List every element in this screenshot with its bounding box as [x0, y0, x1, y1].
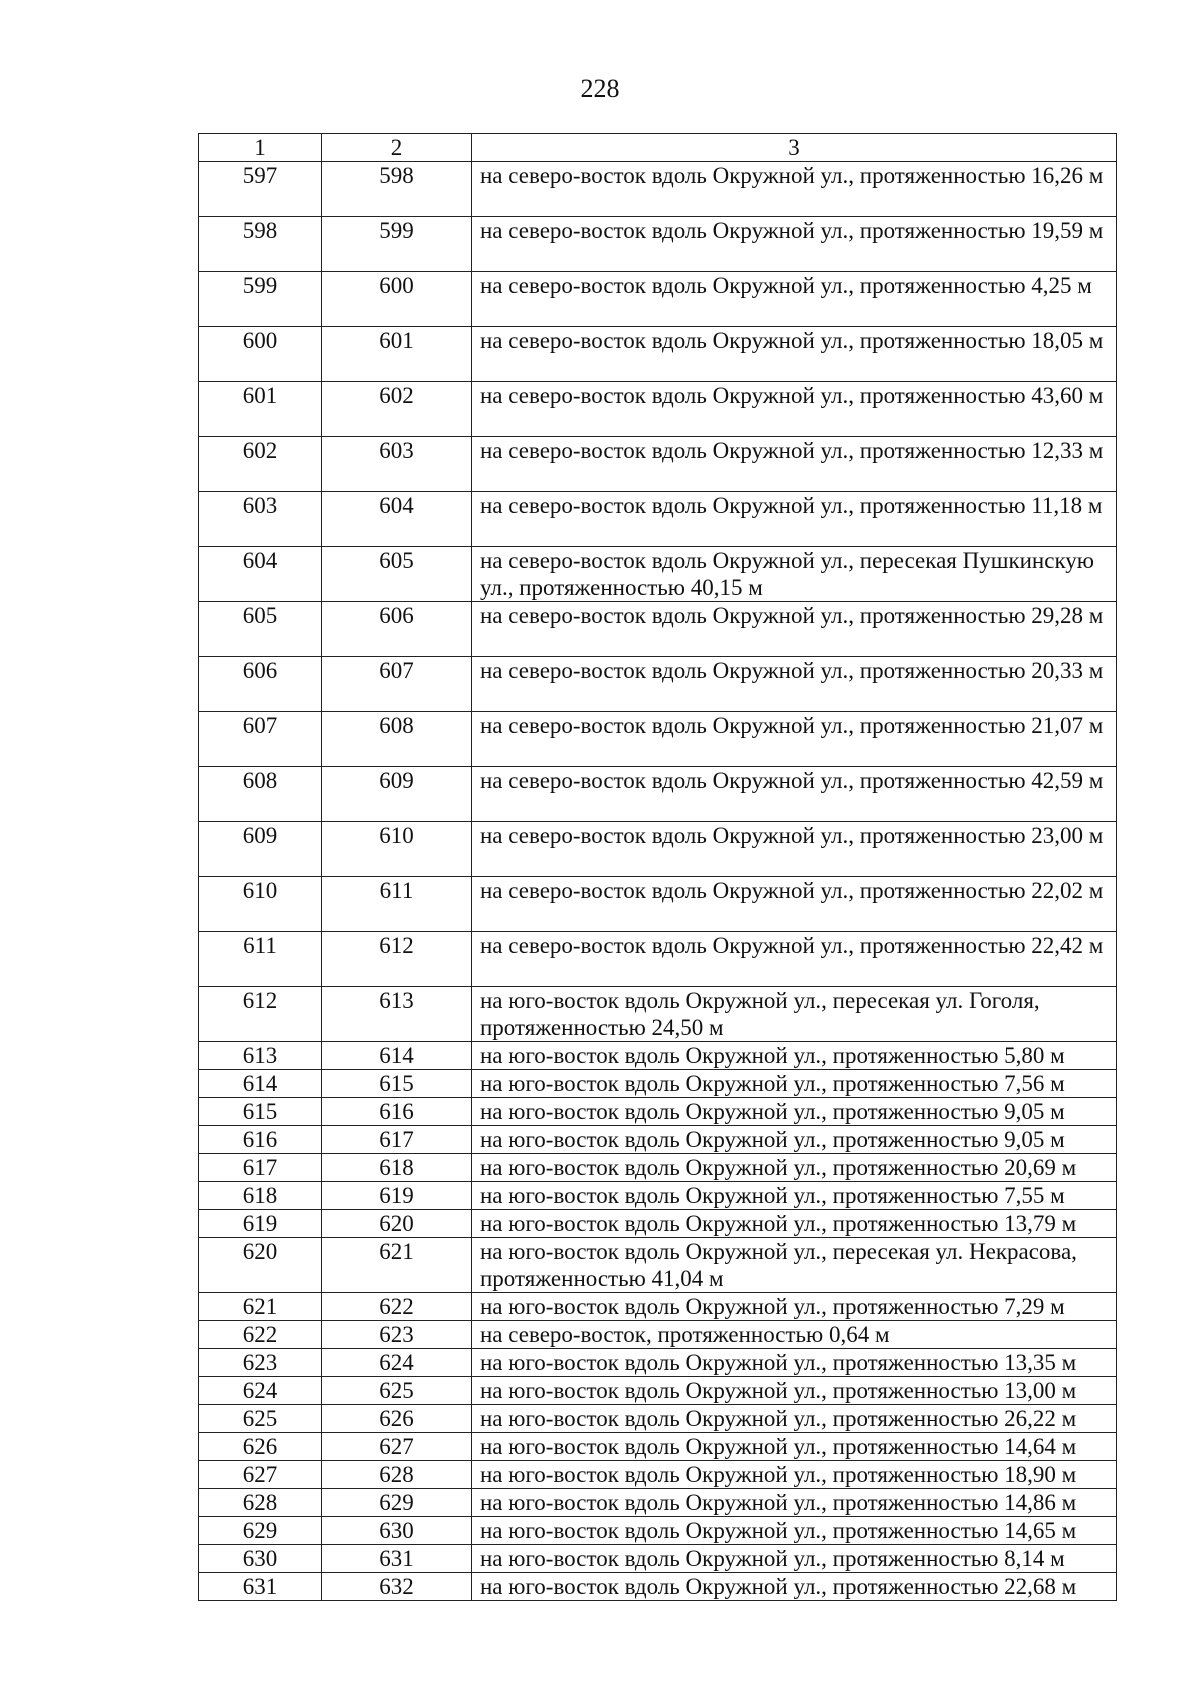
point-from: 615 [199, 1098, 322, 1126]
segment-description: на северо-восток вдоль Окружной ул., протяженностью 4,25 м [472, 272, 1117, 327]
point-from: 618 [199, 1182, 322, 1210]
point-from: 603 [199, 492, 322, 547]
point-to: 620 [322, 1210, 472, 1238]
table-body [199, 134, 1117, 1601]
point-from: 630 [199, 1545, 322, 1573]
table-row [199, 217, 1117, 272]
segment-description: на северо-восток вдоль Окружной ул., протяженностью 23,00 м [472, 822, 1117, 877]
segment-description: на юго-восток вдоль Окружной ул., протяженностью 26,22 м [472, 1405, 1117, 1433]
point-from: 606 [199, 657, 322, 712]
table-row [199, 162, 1117, 217]
table-row [199, 1238, 1117, 1293]
segment-description: на юго-восток вдоль Окружной ул., протяженностью 7,56 м [472, 1070, 1117, 1098]
point-from: 616 [199, 1126, 322, 1154]
segment-description: на северо-восток вдоль Окружной ул., протяженностью 42,59 м [472, 767, 1117, 822]
segment-description: на юго-восток вдоль Окружной ул., протяженностью 14,65 м [472, 1517, 1117, 1545]
point-from: 631 [199, 1573, 322, 1601]
segment-description: на юго-восток вдоль Окружной ул., пересекая ул. Гоголя, протяженностью 24,50 м [472, 987, 1117, 1042]
table-row [199, 1377, 1117, 1405]
table-row [199, 1321, 1117, 1349]
table-row [199, 822, 1117, 877]
point-to: 622 [322, 1293, 472, 1321]
point-to: 627 [322, 1433, 472, 1461]
point-from: 607 [199, 712, 322, 767]
table-row [199, 657, 1117, 712]
point-to: 631 [322, 1545, 472, 1573]
point-from: 612 [199, 987, 322, 1042]
point-to: 603 [322, 437, 472, 492]
point-to: 612 [322, 932, 472, 987]
table-row [199, 1517, 1117, 1545]
table-row [199, 1489, 1117, 1517]
point-to: 630 [322, 1517, 472, 1545]
point-to: 611 [322, 877, 472, 932]
point-from: 622 [199, 1321, 322, 1349]
point-to: 619 [322, 1182, 472, 1210]
point-from: 597 [199, 162, 322, 217]
segment-description: на юго-восток вдоль Окружной ул., протяженностью 9,05 м [472, 1098, 1117, 1126]
point-from: 610 [199, 877, 322, 932]
point-from: 602 [199, 437, 322, 492]
segment-description: на северо-восток, протяженностью 0,64 м [472, 1321, 1117, 1349]
table-row [199, 1545, 1117, 1573]
segment-description: на юго-восток вдоль Окружной ул., протяженностью 18,90 м [472, 1461, 1117, 1489]
point-from: 604 [199, 547, 322, 602]
segment-description: на северо-восток вдоль Окружной ул., протяженностью 22,02 м [472, 877, 1117, 932]
table-row [199, 987, 1117, 1042]
point-from: 623 [199, 1349, 322, 1377]
table-row [199, 1405, 1117, 1433]
table-row [199, 1070, 1117, 1098]
segment-description: на северо-восток вдоль Окружной ул., пересекая Пушкинскую ул., протяженностью 40,15 м [472, 547, 1117, 602]
segment-description: на юго-восток вдоль Окружной ул., протяженностью 7,29 м [472, 1293, 1117, 1321]
point-to: 606 [322, 602, 472, 657]
segment-description: на северо-восток вдоль Окружной ул., протяженностью 18,05 м [472, 327, 1117, 382]
table-row [199, 877, 1117, 932]
point-from: 624 [199, 1377, 322, 1405]
table-row [199, 767, 1117, 822]
point-to: 621 [322, 1238, 472, 1293]
point-from: 613 [199, 1042, 322, 1070]
segment-description: на северо-восток вдоль Окружной ул., протяженностью 22,42 м [472, 932, 1117, 987]
table-row [199, 1182, 1117, 1210]
point-from: 605 [199, 602, 322, 657]
segment-description: на северо-восток вдоль Окружной ул., протяженностью 20,33 м [472, 657, 1117, 712]
point-to: 608 [322, 712, 472, 767]
column-header-1: 1 [199, 134, 322, 162]
point-from: 628 [199, 1489, 322, 1517]
segment-description: на юго-восток вдоль Окружной ул., протяженностью 13,79 м [472, 1210, 1117, 1238]
table-row [199, 547, 1117, 602]
point-to: 632 [322, 1573, 472, 1601]
point-from: 598 [199, 217, 322, 272]
point-to: 616 [322, 1098, 472, 1126]
point-to: 602 [322, 382, 472, 437]
point-to: 604 [322, 492, 472, 547]
point-from: 629 [199, 1517, 322, 1545]
table-row [199, 1154, 1117, 1182]
table-header-row [199, 134, 1117, 162]
point-from: 600 [199, 327, 322, 382]
segment-description: на юго-восток вдоль Окружной ул., протяженностью 7,55 м [472, 1182, 1117, 1210]
segment-description: на юго-восток вдоль Окружной ул., протяженностью 8,14 м [472, 1545, 1117, 1573]
point-to: 614 [322, 1042, 472, 1070]
point-to: 598 [322, 162, 472, 217]
point-to: 615 [322, 1070, 472, 1098]
table-row [199, 1126, 1117, 1154]
segment-description: на северо-восток вдоль Окружной ул., протяженностью 16,26 м [472, 162, 1117, 217]
segment-description: на юго-восток вдоль Окружной ул., протяженностью 14,86 м [472, 1489, 1117, 1517]
point-from: 617 [199, 1154, 322, 1182]
table-row [199, 382, 1117, 437]
table-row [199, 1461, 1117, 1489]
segment-description: на северо-восток вдоль Окружной ул., протяженностью 21,07 м [472, 712, 1117, 767]
point-from: 619 [199, 1210, 322, 1238]
table-row [199, 1042, 1117, 1070]
segment-description: на северо-восток вдоль Окружной ул., протяженностью 43,60 м [472, 382, 1117, 437]
table-row [199, 1293, 1117, 1321]
column-header-3: 3 [472, 134, 1117, 162]
point-to: 607 [322, 657, 472, 712]
table-row [199, 1349, 1117, 1377]
point-from: 626 [199, 1433, 322, 1461]
segment-description: на юго-восток вдоль Окружной ул., пересекая ул. Некрасова, протяженностью 41,04 м [472, 1238, 1117, 1293]
table-row [199, 712, 1117, 767]
boundary-table [198, 133, 1117, 1601]
point-to: 625 [322, 1377, 472, 1405]
column-header-2: 2 [322, 134, 472, 162]
point-from: 614 [199, 1070, 322, 1098]
point-to: 609 [322, 767, 472, 822]
segment-description: на северо-восток вдоль Окружной ул., протяженностью 11,18 м [472, 492, 1117, 547]
point-from: 621 [199, 1293, 322, 1321]
segment-description: на юго-восток вдоль Окружной ул., протяженностью 22,68 м [472, 1573, 1117, 1601]
point-to: 610 [322, 822, 472, 877]
table-row [199, 932, 1117, 987]
table-row [199, 1573, 1117, 1601]
point-from: 609 [199, 822, 322, 877]
point-to: 617 [322, 1126, 472, 1154]
point-from: 601 [199, 382, 322, 437]
point-to: 623 [322, 1321, 472, 1349]
table-row [199, 602, 1117, 657]
point-to: 605 [322, 547, 472, 602]
point-from: 620 [199, 1238, 322, 1293]
table-row [199, 1433, 1117, 1461]
table-row [199, 437, 1117, 492]
segment-description: на северо-восток вдоль Окружной ул., протяженностью 19,59 м [472, 217, 1117, 272]
point-from: 608 [199, 767, 322, 822]
segment-description: на северо-восток вдоль Окружной ул., протяженностью 12,33 м [472, 437, 1117, 492]
segment-description: на юго-восток вдоль Окружной ул., протяженностью 14,64 м [472, 1433, 1117, 1461]
table-row [199, 272, 1117, 327]
point-to: 601 [322, 327, 472, 382]
segment-description: на юго-восток вдоль Окружной ул., протяженностью 9,05 м [472, 1126, 1117, 1154]
point-from: 627 [199, 1461, 322, 1489]
point-from: 599 [199, 272, 322, 327]
segment-description: на юго-восток вдоль Окружной ул., протяженностью 13,00 м [472, 1377, 1117, 1405]
table-row [199, 1098, 1117, 1126]
point-to: 624 [322, 1349, 472, 1377]
point-to: 599 [322, 217, 472, 272]
table-row [199, 327, 1117, 382]
point-to: 600 [322, 272, 472, 327]
point-to: 613 [322, 987, 472, 1042]
table-row [199, 1210, 1117, 1238]
segment-description: на юго-восток вдоль Окружной ул., протяженностью 13,35 м [472, 1349, 1117, 1377]
segment-description: на северо-восток вдоль Окружной ул., протяженностью 29,28 м [472, 602, 1117, 657]
page-number: 228 [580, 74, 620, 103]
point-to: 629 [322, 1489, 472, 1517]
point-from: 611 [199, 932, 322, 987]
segment-description: на юго-восток вдоль Окружной ул., протяженностью 20,69 м [472, 1154, 1117, 1182]
point-to: 618 [322, 1154, 472, 1182]
table-row [199, 492, 1117, 547]
point-from: 625 [199, 1405, 322, 1433]
point-to: 628 [322, 1461, 472, 1489]
point-to: 626 [322, 1405, 472, 1433]
segment-description: на юго-восток вдоль Окружной ул., протяженностью 5,80 м [472, 1042, 1117, 1070]
